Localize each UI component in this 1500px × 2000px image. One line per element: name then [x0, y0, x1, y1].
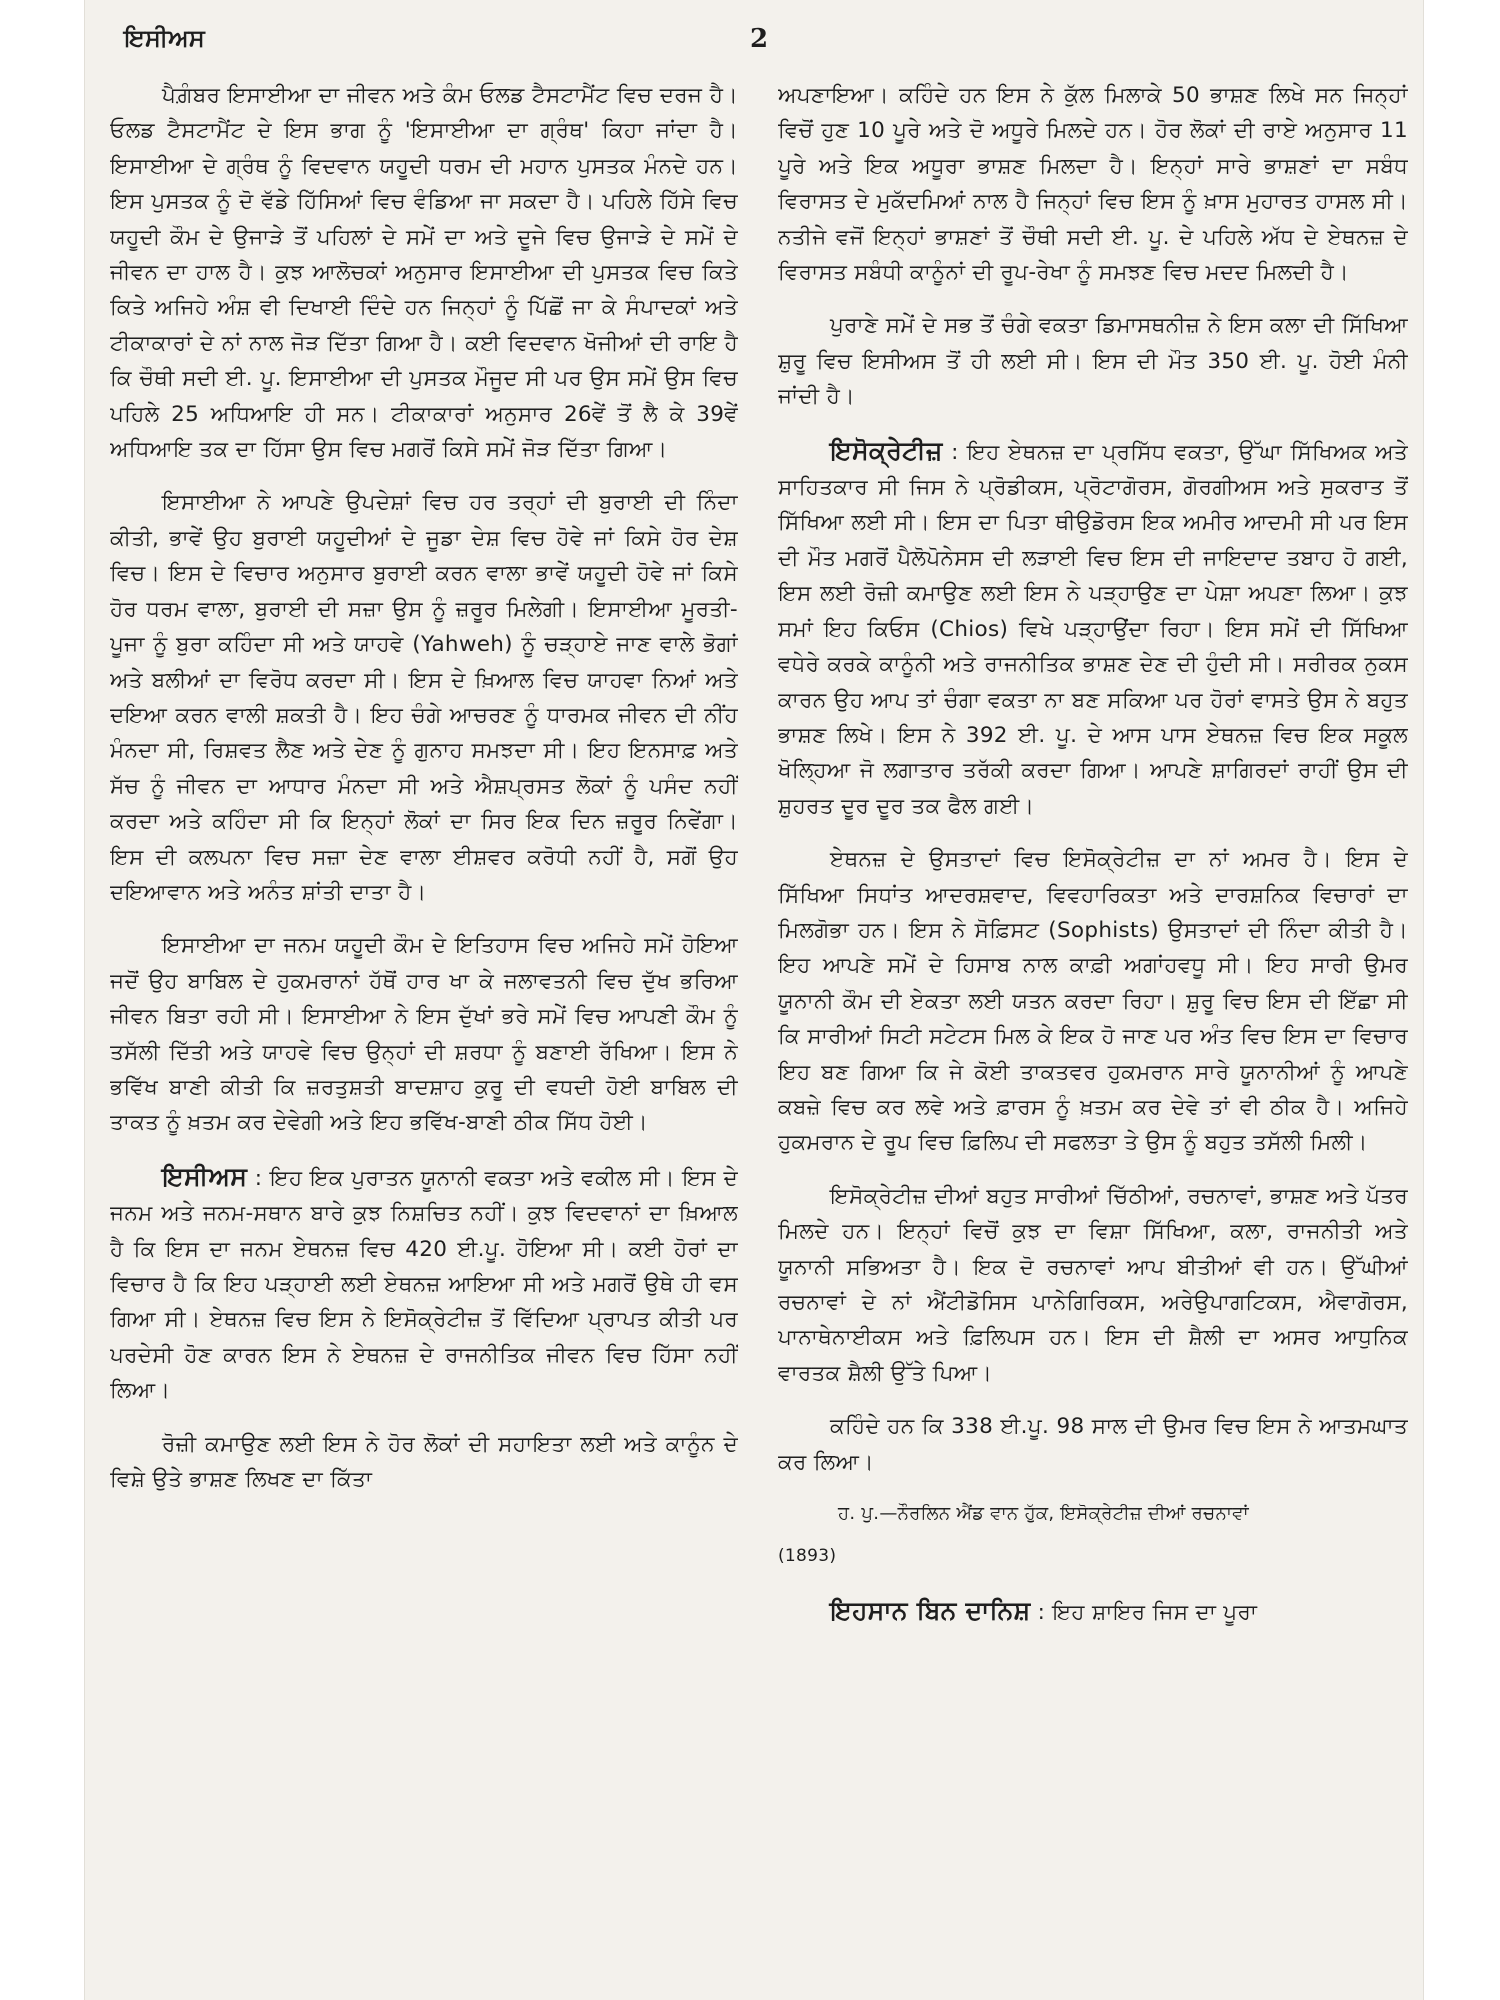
left-column: [110, 78, 738, 1983]
isaiah-paragraph-1: ਪੈਗ਼ੰਬਰ ਇਸਾਈਆ ਦਾ ਜੀਵਨ ਅਤੇ ਕੰਮ ਓਲਡ ਟੈਸਟਾਮੈਂਟ ਵਿਚ ਦਰਜ ਹੈ। ਓਲਡ ਟੈਸਟਾਮੈਂਟ ਦੇ ਇਸ ਭਾਗ ਨੂੰ 'ਇਸਾਈਆ ਦਾ ਗ੍ਰੰਥ' ਕਿਹਾ ਜਾਂਦਾ ਹੈ। ਇਸਾਈਆ ਦੇ ਗ੍ਰੰਥ ਨੂੰ ਵਿਦਵਾਨ ਯਹੂਦੀ ਧਰਮ ਦੀ ਮਹਾਨ ਪੁਸਤਕ ਮੰਨਦੇ ਹਨ। ਇਸ ਪੁਸਤਕ ਨੂੰ ਦੋ ਵੱਡੇ ਹਿੱਸਿਆਂ ਵਿਚ ਵੰਡਿਆ ਜਾ ਸਕਦਾ ਹੈ। ਪਹਿਲੇ ਹਿੱਸੇ ਵਿਚ ਯਹੂਦੀ ਕੌਮ ਦੇ ਉਜਾੜੇ ਤੋਂ ਪਹਿਲਾਂ ਦੇ ਸਮੇਂ ਦਾ ਅਤੇ ਦੂਜੇ ਵਿਚ ਉਜਾੜੇ ਦੇ ਸਮੇਂ ਦੇ ਜੀਵਨ ਦਾ ਹਾਲ ਹੈ। ਕੁਝ ਆਲੋਚਕਾਂ ਅਨੁਸਾਰ ਇਸਾਈਆ ਦੀ ਪੁਸਤਕ ਵਿਚ ਕਿਤੇ ਕਿਤੇ ਅਜਿਹੇ ਅੰਸ਼ ਵੀ ਦਿਖਾਈ ਦਿੰਦੇ ਹਨ ਜਿਨ੍ਹਾਂ ਨੂੰ ਪਿੱਛੋਂ ਜਾ ਕੇ ਸੰਪਾਦਕਾਂ ਅਤੇ ਟੀਕਾਕਾਰਾਂ ਦੇ ਨਾਂ ਨਾਲ ਜੋੜ ਦਿੱਤਾ ਗਿਆ ਹੈ। ਕਈ ਵਿਦਵਾਨ ਖੋਜੀਆਂ ਦੀ ਰਾਇ ਹੈ ਕਿ ਚੌਥੀ ਸਦੀ ਈ. ਪੂ. ਇਸਾਈਆ ਦੀ ਪੁਸਤਕ ਮੌਜੂਦ ਸੀ ਪਰ ਉਸ ਸਮੇਂ ਉਸ ਵਿਚ ਪਹਿਲੇ 25 ਅਧਿਆਇ ਹੀ ਸਨ। ਟੀਕਾਕਾਰਾਂ ਅਨੁਸਾਰ 26ਵੇਂ ਤੋਂ ਲੈ ਕੇ 39ਵੇਂ ਅਧਿਆਇ ਤਕ ਦਾ ਹਿੱਸਾ ਉਸ ਵਿਚ ਮਗਰੋਂ ਕਿਸੇ ਸਮੇਂ ਜੋੜ ਦਿੱਤਾ ਗਿਆ।: [110, 83, 738, 463]
isaeus-entry-text: : ਇਹ ਇਕ ਪੁਰਾਤਨ ਯੂਨਾਨੀ ਵਕਤਾ ਅਤੇ ਵਕੀਲ ਸੀ। ਇਸ ਦੇ ਜਨਮ ਅਤੇ ਜਨਮ-ਸਥਾਨ ਬਾਰੇ ਕੁਝ ਨਿਸ਼ਚਿਤ ਨਹੀਂ। ਕੁਝ ਵਿਦਵਾਨਾਂ ਦਾ ਖ਼ਿਆਲ ਹੈ ਕਿ ਇਸ ਦਾ ਜਨਮ ਏਥਨਜ਼ ਵਿਚ 420 ਈ.ਪੂ. ਹੋਇਆ ਸੀ। ਕਈ ਹੋਰਾਂ ਦਾ ਵਿਚਾਰ ਹੈ ਕਿ ਇਹ ਪੜ੍ਹਾਈ ਲਈ ਏਥਨਜ਼ ਆਇਆ ਸੀ ਅਤੇ ਮਗਰੋਂ ਉਥੇ ਹੀ ਵਸ ਗਿਆ ਸੀ। ਏਥਨਜ਼ ਵਿਚ ਇਸ ਨੇ ਇਸੋਕ੍ਰੇਟੀਜ਼ ਤੋਂ ਵਿੱਦਿਆ ਪ੍ਰਾਪਤ ਕੀਤੀ ਪਰ ਪਰਦੇਸੀ ਹੋਣ ਕਾਰਨ ਇਸ ਨੇ ਏਥਨਜ਼ ਦੇ ਰਾਜਨੀਤਿਕ ਜੀਵਨ ਵਿਚ ਹਿੱਸਾ ਨਹੀਂ ਲਿਆ।: [110, 1165, 738, 1404]
isocrates-paragraph-2: ਏਥਨਜ਼ ਦੇ ਉਸਤਾਦਾਂ ਵਿਚ ਇਸੋਕ੍ਰੇਟੀਜ਼ ਦਾ ਨਾਂ ਅਮਰ ਹੈ। ਇਸ ਦੇ ਸਿੱਖਿਆ ਸਿਧਾਂਤ ਆਦਰਸ਼ਵਾਦ, ਵਿਵਹਾਰਿਕਤਾ ਅਤੇ ਦਾਰਸ਼ਨਿਕ ਵਿਚਾਰਾਂ ਦਾ ਮਿਲਗੋਭਾ ਹਨ। ਇਸ ਨੇ ਸੋਫ਼ਿਸਟ (Sophists) ਉਸਤਾਦਾਂ ਦੀ ਨਿੰਦਾ ਕੀਤੀ ਹੈ। ਇਹ ਆਪਣੇ ਸਮੇਂ ਦੇ ਹਿਸਾਬ ਨਾਲ ਕਾਫ਼ੀ ਅਗਾਂਹਵਧੂ ਸੀ। ਇਹ ਸਾਰੀ ਉਮਰ ਯੂਨਾਨੀ ਕੌਮ ਦੀ ਏਕਤਾ ਲਈ ਯਤਨ ਕਰਦਾ ਰਿਹਾ। ਸ਼ੁਰੂ ਵਿਚ ਇਸ ਦੀ ਇੱਛਾ ਸੀ ਕਿ ਸਾਰੀਆਂ ਸਿਟੀ ਸਟੇਟਸ ਮਿਲ ਕੇ ਇਕ ਹੋ ਜਾਣ ਪਰ ਅੰਤ ਵਿਚ ਇਸ ਦਾ ਵਿਚਾਰ ਇਹ ਬਣ ਗਿਆ ਕਿ ਜੇ ਕੋਈ ਤਾਕਤਵਰ ਹੁਕਮਰਾਨ ਸਾਰੇ ਯੂਨਾਨੀਆਂ ਨੂੰ ਆਪਣੇ ਕਬਜ਼ੇ ਵਿਚ ਕਰ ਲਵੇ ਅਤੇ ਫ਼ਾਰਸ ਨੂੰ ਖ਼ਤਮ ਕਰ ਦੇਵੇ ਤਾਂ ਵੀ ਠੀਕ ਹੈ। ਅਜਿਹੇ ਹੁਕਮਰਾਨ ਦੇ ਰੂਪ ਵਿਚ ਫ਼ਿਲਿਪ ਦੀ ਸਫਲਤਾ ਤੇ ਉਸ ਨੂੰ ਬਹੁਤ ਤਸੱਲੀ ਮਿਲੀ।: [778, 847, 1408, 1156]
isaeus-continuation: ਅਪਣਾਇਆ। ਕਹਿੰਦੇ ਹਨ ਇਸ ਨੇ ਕੁੱਲ ਮਿਲਾਕੇ 50 ਭਾਸ਼ਣ ਲਿਖੇ ਸਨ ਜਿਨ੍ਹਾਂ ਵਿਚੋਂ ਹੁਣ 10 ਪੂਰੇ ਅਤੇ ਦੋ ਅਧੂਰੇ ਮਿਲਦੇ ਹਨ। ਹੋਰ ਲੋਕਾਂ ਦੀ ਰਾਏ ਅਨੁਸਾਰ 11 ਪੂਰੇ ਅਤੇ ਇਕ ਅਧੂਰਾ ਭਾਸ਼ਣ ਮਿਲਦਾ ਹੈ। ਇਨ੍ਹਾਂ ਸਾਰੇ ਭਾਸ਼ਣਾਂ ਦਾ ਸਬੰਧ ਵਿਰਾਸਤ ਦੇ ਮੁਕੱਦਮਿਆਂ ਨਾਲ ਹੈ ਜਿਨ੍ਹਾਂ ਵਿਚ ਇਸ ਨੂੰ ਖ਼ਾਸ ਮੁਹਾਰਤ ਹਾਸਲ ਸੀ। ਨਤੀਜੇ ਵਜੋਂ ਇਨ੍ਹਾਂ ਭਾਸ਼ਣਾਂ ਤੋਂ ਚੌਥੀ ਸਦੀ ਈ. ਪੂ. ਦੇ ਪਹਿਲੇ ਅੱਧ ਦੇ ਏਥਨਜ਼ ਦੇ ਵਿਰਾਸਤ ਸਬੰਧੀ ਕਾਨੂੰਨਾਂ ਦੀ ਰੂਪ-ਰੇਖਾ ਨੂੰ ਸਮਝਣ ਵਿਚ ਮਦਦ ਮਿਲਦੀ ਹੈ।: [778, 83, 1408, 286]
isaiah-paragraph-2: ਇਸਾਈਆ ਨੇ ਆਪਣੇ ਉਪਦੇਸ਼ਾਂ ਵਿਚ ਹਰ ਤਰ੍ਹਾਂ ਦੀ ਬੁਰਾਈ ਦੀ ਨਿੰਦਾ ਕੀਤੀ, ਭਾਵੇਂ ਉਹ ਬੁਰਾਈ ਯਹੂਦੀਆਂ ਦੇ ਜੂਡਾ ਦੇਸ਼ ਵਿਚ ਹੋਵੇ ਜਾਂ ਕਿਸੇ ਹੋਰ ਦੇਸ਼ ਵਿਚ। ਇਸ ਦੇ ਵਿਚਾਰ ਅਨੁਸਾਰ ਬੁਰਾਈ ਕਰਨ ਵਾਲਾ ਭਾਵੇਂ ਯਹੂਦੀ ਹੋਵੇ ਜਾਂ ਕਿਸੇ ਹੋਰ ਧਰਮ ਵਾਲਾ, ਬੁਰਾਈ ਦੀ ਸਜ਼ਾ ਉਸ ਨੂੰ ਜ਼ਰੂਰ ਮਿਲੇਗੀ। ਇਸਾਈਆ ਮੂਰਤੀ-ਪੂਜਾ ਨੂੰ ਬੁਰਾ ਕਹਿੰਦਾ ਸੀ ਅਤੇ ਯਾਹਵੇ (Yahweh) ਨੂੰ ਚੜ੍ਹਾਏ ਜਾਣ ਵਾਲੇ ਭੋਗਾਂ ਅਤੇ ਬਲੀਆਂ ਦਾ ਵਿਰੋਧ ਕਰਦਾ ਸੀ। ਇਸ ਦੇ ਖ਼ਿਆਲ ਵਿਚ ਯਾਹਵਾ ਨਿਆਂ ਅਤੇ ਦਇਆ ਕਰਨ ਵਾਲੀ ਸ਼ਕਤੀ ਹੈ। ਇਹ ਚੰਗੇ ਆਚਰਣ ਨੂੰ ਧਾਰਮਕ ਜੀਵਨ ਦੀ ਨੀਂਹ ਮੰਨਦਾ ਸੀ, ਰਿਸ਼ਵਤ ਲੈਣ ਅਤੇ ਦੇਣ ਨੂੰ ਗੁਨਾਹ ਸਮਝਦਾ ਸੀ। ਇਹ ਇਨਸਾਫ਼ ਅਤੇ ਸੱਚ ਨੂੰ ਜੀਵਨ ਦਾ ਆਧਾਰ ਮੰਨਦਾ ਸੀ ਅਤੇ ਐਸ਼ਪ੍ਰਸਤ ਲੋਕਾਂ ਨੂੰ ਪਸੰਦ ਨਹੀਂ ਕਰਦਾ ਅਤੇ ਕਹਿੰਦਾ ਸੀ ਕਿ ਇਨ੍ਹਾਂ ਲੋਕਾਂ ਦਾ ਸਿਰ ਇਕ ਦਿਨ ਜ਼ਰੂਰ ਨਿਵੇਂਗਾ। ਇਸ ਦੀ ਕਲਪਨਾ ਵਿਚ ਸਜ਼ਾ ਦੇਣ ਵਾਲਾ ਈਸ਼ਵਰ ਕਰੋਧੀ ਨਹੀਂ ਹੈ, ਸਗੋਂ ਉਹ ਦਇਆਵਾਨ ਅਤੇ ਅਨੰਤ ਸ਼ਾਂਤੀ ਦਾਤਾ ਹੈ।: [110, 490, 738, 905]
isocrates-entry: [778, 433, 1408, 824]
ihsan-entry-text: : ਇਹ ਸ਼ਾਇਰ ਜਿਸ ਦਾ ਪੂਰਾ: [1030, 1599, 1258, 1625]
isaeus-paragraph-2: ਰੋਜ਼ੀ ਕਮਾਉਣ ਲਈ ਇਸ ਨੇ ਹੋਰ ਲੋਕਾਂ ਦੀ ਸਹਾਇਤਾ ਲਈ ਅਤੇ ਕਾਨੂੰਨ ਦੇ ਵਿਸ਼ੇ ਉਤੇ ਭਾਸ਼ਣ ਲਿਖਣ ਦਾ ਕਿੱਤਾ: [110, 1431, 738, 1493]
ihsan-headword: ਇਹਸਾਨ ਬਿਨ ਦਾਨਿਸ਼: [830, 1595, 1031, 1625]
page-number: 2: [750, 24, 769, 54]
page-header: [124, 24, 1404, 64]
isocrates-paragraph-3: ਇਸੋਕ੍ਰੇਟੀਜ਼ ਦੀਆਂ ਬਹੁਤ ਸਾਰੀਆਂ ਚਿੱਠੀਆਂ, ਰਚਨਾਵਾਂ, ਭਾਸ਼ਣ ਅਤੇ ਪੱਤਰ ਮਿਲਦੇ ਹਨ। ਇਨ੍ਹਾਂ ਵਿਚੋਂ ਕੁਝ ਦਾ ਵਿਸ਼ਾ ਸਿੱਖਿਆ, ਕਲਾ, ਰਾਜਨੀਤੀ ਅਤੇ ਯੂਨਾਨੀ ਸਭਿਅਤਾ ਹੈ। ਇਕ ਦੋ ਰਚਨਾਵਾਂ ਆਪ ਬੀਤੀਆਂ ਵੀ ਹਨ। ਉੱਘੀਆਂ ਰਚਨਾਵਾਂ ਦੇ ਨਾਂ ਐਂਟੀਡੋਸਿਸ ਪਾਨੇਗਿਰਿਕਸ, ਅਰੇਉਪਾਗਟਿਕਸ, ਐਵਾਗੋਰਸ, ਪਾਨਾਥੇਨਾਈਕਸ ਅਤੇ ਫ਼ਿਲਿਪਸ ਹਨ। ਇਸ ਦੀ ਸ਼ੈਲੀ ਦਾ ਅਸਰ ਆਧੁਨਿਕ ਵਾਰਤਕ ਸ਼ੈਲੀ ਉੱਤੇ ਪਿਆ।: [778, 1183, 1408, 1386]
ihsan-entry: [778, 1593, 1408, 1630]
isaeus-entry: [110, 1159, 738, 1409]
isocrates-entry-text: : ਇਹ ਏਥਨਜ਼ ਦਾ ਪ੍ਰਸਿੱਧ ਵਕਤਾ, ਉੱਘਾ ਸਿੱਖਿਅਕ ਅਤੇ ਸਾਹਿਤਕਾਰ ਸੀ ਜਿਸ ਨੇ ਪ੍ਰੋਡੀਕਸ, ਪ੍ਰੋਟਾਗੋਰਸ, ਗੋਰਗੀਅਸ ਅਤੇ ਸੁਕਰਾਤ ਤੋਂ ਸਿੱਖਿਆ ਲਈ ਸੀ। ਇਸ ਦਾ ਪਿਤਾ ਥੀਉਡੋਰਸ ਇਕ ਅਮੀਰ ਆਦਮੀ ਸੀ ਪਰ ਇਸ ਦੀ ਮੌਤ ਮਗਰੋਂ ਪੈਲੋਪੋਨੇਸਸ ਦੀ ਲੜਾਈ ਵਿਚ ਇਸ ਦੀ ਜਾਇਦਾਦ ਤਬਾਹ ਹੋ ਗਈ, ਇਸ ਲਈ ਰੋਜ਼ੀ ਕਮਾਉਣ ਲਈ ਇਸ ਨੇ ਪੜ੍ਹਾਉਣ ਦਾ ਪੇਸ਼ਾ ਅਪਣਾ ਲਿਆ। ਕੁਝ ਸਮਾਂ ਇਹ ਕਿਓਸ (Chios) ਵਿਖੇ ਪੜ੍ਹਾਉਂਦਾ ਰਿਹਾ। ਇਸ ਸਮੇਂ ਦੀ ਸਿੱਖਿਆ ਵਧੇਰੇ ਕਰਕੇ ਕਾਨੂੰਨੀ ਅਤੇ ਰਾਜਨੀਤਿਕ ਭਾਸ਼ਣ ਦੇਣ ਦੀ ਹੁੰਦੀ ਸੀ। ਸਰੀਰਕ ਨੁਕਸ ਕਾਰਨ ਉਹ ਆਪ ਤਾਂ ਚੰਗਾ ਵਕਤਾ ਨਾ ਬਣ ਸਕਿਆ ਪਰ ਹੋਰਾਂ ਵਾਸਤੇ ਉਸ ਨੇ ਬਹੁਤ ਭਾਸ਼ਣ ਲਿਖੇ। ਇਸ ਨੇ 392 ਈ. ਪੂ. ਦੇ ਆਸ ਪਾਸ ਏਥਨਜ਼ ਵਿਚ ਇਕ ਸਕੂਲ ਖੋਲ੍ਹਿਆ ਜੋ ਲਗਾਤਾਰ ਤਰੱਕੀ ਕਰਦਾ ਗਿਆ। ਆਪਣੇ ਸ਼ਾਗਿਰਦਾਂ ਰਾਹੀਂ ਉਸ ਦੀ ਸ਼ੁਹਰਤ ਦੂਰ ਦੂਰ ਤਕ ਫੈਲ ਗਈ।: [778, 439, 1408, 819]
isocrates-headword: ਇਸੋਕ੍ਰੇਟੀਜ਼: [830, 435, 943, 465]
isaiah-paragraph-3: ਇਸਾਈਆ ਦਾ ਜਨਮ ਯਹੂਦੀ ਕੌਮ ਦੇ ਇਤਿਹਾਸ ਵਿਚ ਅਜਿਹੇ ਸਮੇਂ ਹੋਇਆ ਜਦੋਂ ਉਹ ਬਾਬਿਲ ਦੇ ਹੁਕਮਰਾਨਾਂ ਹੱਥੋਂ ਹਾਰ ਖਾ ਕੇ ਜਲਾਵਤਨੀ ਵਿਚ ਦੁੱਖ ਭਰਿਆ ਜੀਵਨ ਬਿਤਾ ਰਹੀ ਸੀ। ਇਸਾਈਆ ਨੇ ਇਸ ਦੁੱਖਾਂ ਭਰੇ ਸਮੇਂ ਵਿਚ ਆਪਣੀ ਕੌਮ ਨੂੰ ਤਸੱਲੀ ਦਿੱਤੀ ਅਤੇ ਯਾਹਵੇ ਵਿਚ ਉਨ੍ਹਾਂ ਦੀ ਸ਼ਰਧਾ ਨੂੰ ਬਣਾਈ ਰੱਖਿਆ। ਇਸ ਨੇ ਭਵਿੱਖ ਬਾਣੀ ਕੀਤੀ ਕਿ ਜ਼ਰਤੁਸ਼ਤੀ ਬਾਦਸ਼ਾਹ ਕੁਰੂ ਦੀ ਵਧਦੀ ਹੋਈ ਬਾਬਿਲ ਦੀ ਤਾਕਤ ਨੂੰ ਖ਼ਤਮ ਕਰ ਦੇਵੇਗੀ ਅਤੇ ਇਹ ਭਵਿੱਖ-ਬਾਣੀ ਠੀਕ ਸਿੱਧ ਹੋਈ।: [110, 933, 738, 1136]
isaeus-paragraph-3: ਪੁਰਾਣੇ ਸਮੇਂ ਦੇ ਸਭ ਤੋਂ ਚੰਗੇ ਵਕਤਾ ਡਿਮਾਸਥਨੀਜ਼ ਨੇ ਇਸ ਕਲਾ ਦੀ ਸਿੱਖਿਆ ਸ਼ੁਰੂ ਵਿਚ ਇਸੀਅਸ ਤੋਂ ਹੀ ਲਈ ਸੀ। ਇਸ ਦੀ ਮੌਤ 350 ਈ. ਪੂ. ਹੋਈ ਮੰਨੀ ਜਾਂਦੀ ਹੈ।: [778, 313, 1408, 410]
running-head: ਇਸੀਅਸ: [124, 24, 205, 52]
reference-year: (1893): [778, 1546, 837, 1567]
reference-note: ਹ. ਪੁ.—ਨੌਰਲਿਨ ਐਂਡ ਵਾਨ ਹੁੱਕ, ਇਸੋਕ੍ਰੇਟੀਜ਼ ਦੀਆਂ ਰਚਨਾਵਾਂ: [838, 1503, 1249, 1525]
right-column: [778, 78, 1408, 1983]
isaeus-headword: ਇਸੀਅਸ: [162, 1161, 248, 1191]
isocrates-paragraph-4: ਕਹਿੰਦੇ ਹਨ ਕਿ 338 ਈ.ਪੂ. 98 ਸਾਲ ਦੀ ਉਮਰ ਵਿਚ ਇਸ ਨੇ ਆਤਮਘਾਤ ਕਰ ਲਿਆ।: [778, 1414, 1408, 1475]
